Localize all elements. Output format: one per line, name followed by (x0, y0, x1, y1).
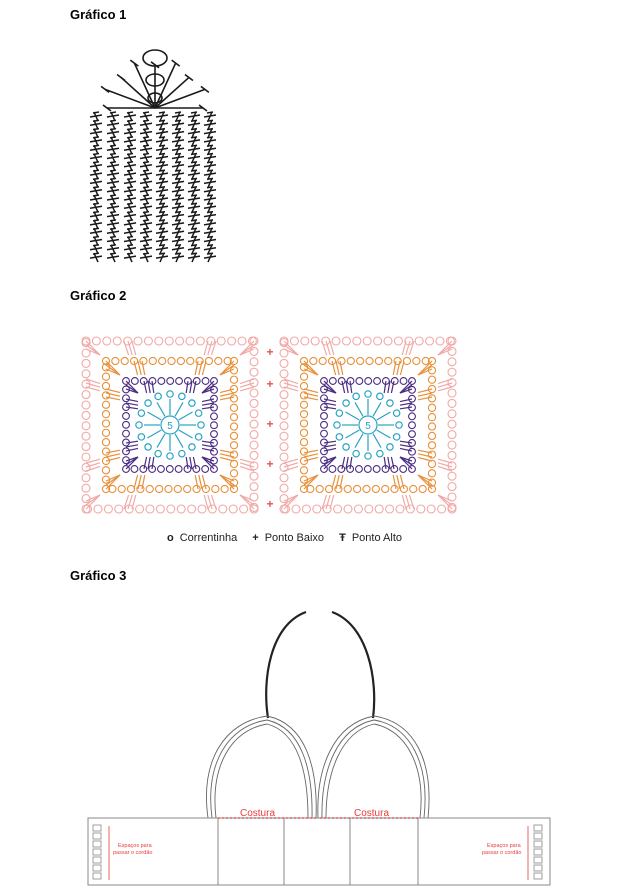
lacing-hole (93, 825, 101, 831)
lacing-hole (93, 841, 101, 847)
side-note-right-line2: passar o cordão (482, 850, 522, 856)
chart-3-heading: Gráfico 3 (70, 568, 127, 583)
neck-strap (332, 612, 374, 718)
lacing-hole (534, 849, 542, 855)
joining-plus: + (266, 497, 274, 511)
right-cup (318, 716, 429, 818)
lacing-hole (534, 865, 542, 871)
seam-label-left: Costura (240, 808, 276, 819)
center-number: 5 (167, 421, 173, 432)
legend-double-crochet: Ŧ Ponto Alto (339, 532, 402, 544)
center-number: 5 (365, 421, 371, 432)
neck-strap (266, 612, 306, 718)
band-panels (218, 818, 418, 885)
side-note-left-line1: Espaços para (118, 843, 152, 849)
seam-label-right: Costura (354, 808, 390, 819)
side-note-left-line2: passar o cordão (113, 850, 153, 856)
legend-single-crochet: + Ponto Baixo (252, 532, 325, 544)
lacing-holes (93, 825, 542, 879)
legend-chain: o Correntinha (167, 532, 238, 544)
lacing-hole (534, 825, 542, 831)
lacing-hole (534, 833, 542, 839)
left-cup (207, 716, 317, 818)
lacing-hole (93, 857, 101, 863)
lacing-hole (534, 841, 542, 847)
joining-plus: + (266, 457, 274, 471)
chart-1-heading: Gráfico 1 (70, 7, 127, 22)
side-note-right-line1: Espaços para (487, 843, 521, 849)
joining-plus: + (266, 345, 274, 359)
band-outline (88, 818, 550, 885)
lacing-hole (93, 849, 101, 855)
lacing-hole (93, 833, 101, 839)
lacing-hole (93, 873, 101, 879)
joining-plus: + (266, 377, 274, 391)
joining-plus: + (266, 417, 274, 431)
lacing-hole (534, 873, 542, 879)
chart-2-heading: Gráfico 2 (70, 288, 127, 303)
lacing-hole (93, 865, 101, 871)
lacing-hole (534, 857, 542, 863)
